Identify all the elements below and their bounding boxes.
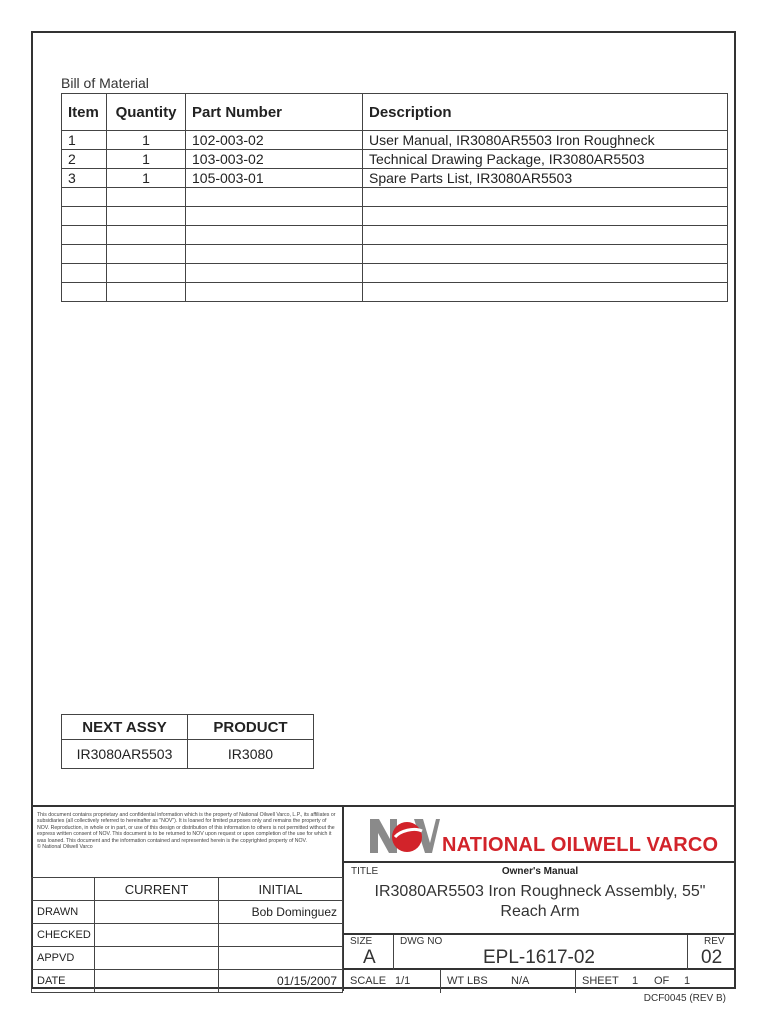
bom-cell-quantity: 1	[107, 131, 186, 150]
company-logo-area	[344, 807, 736, 863]
dwg-no-cell	[394, 935, 688, 970]
bom-cell-quantity	[107, 226, 186, 245]
rev-label: REV	[704, 936, 725, 947]
table-row-empty	[62, 226, 728, 245]
title-area	[344, 863, 736, 935]
bom-cell-description	[363, 207, 728, 226]
bom-cell-part: 105-003-01	[186, 169, 363, 188]
bom-header-item: Item	[62, 94, 107, 131]
checked-current	[95, 924, 219, 947]
signature-row-date	[32, 970, 343, 993]
bom-cell-part: 103-003-02	[186, 150, 363, 169]
rev-cell	[688, 935, 736, 970]
size-label: SIZE	[350, 936, 373, 947]
bom-header-row	[62, 94, 728, 131]
bom-cell-description	[363, 188, 728, 207]
table-row	[62, 169, 728, 188]
checked-label: CHECKED	[32, 924, 95, 947]
bom-cell-quantity	[107, 264, 186, 283]
rev-value: 02	[701, 947, 723, 968]
company-name: NATIONAL OILWELL VARCO	[442, 834, 719, 856]
table-row	[62, 150, 728, 169]
bom-cell-quantity: 1	[107, 150, 186, 169]
scale-cell	[344, 970, 441, 993]
table-row-empty	[62, 188, 728, 207]
sheet-label: SHEET	[582, 975, 619, 987]
bom-cell-quantity: 1	[107, 169, 186, 188]
title-subtitle: Owner's Manual	[501, 866, 579, 877]
bom-cell-item	[62, 245, 107, 264]
size-value: A	[363, 947, 376, 968]
bom-cell-description: Technical Drawing Package, IR3080AR5503	[363, 150, 728, 169]
bom-header-quantity: Quantity	[107, 94, 186, 131]
nov-logo-icon	[370, 819, 440, 853]
current-header: CURRENT	[95, 878, 219, 901]
bom-cell-description: Spare Parts List, IR3080AR5503	[363, 169, 728, 188]
next-assy-header: NEXT ASSY	[62, 715, 188, 740]
bom-cell-item: 1	[62, 131, 107, 150]
product-header: PRODUCT	[188, 715, 314, 740]
bom-cell-part	[186, 188, 363, 207]
sheet-cell	[576, 970, 736, 993]
bom-cell-part	[186, 207, 363, 226]
drawing-title: IR3080AR5503 Iron Roughneck Assembly, 55" Reach Arm	[374, 883, 706, 920]
copyright-notice: © National Oilwell Varco	[37, 844, 93, 851]
date-current	[95, 970, 219, 993]
bom-cell-quantity	[107, 188, 186, 207]
bom-cell-item: 3	[62, 169, 107, 188]
proprietary-notice: This document contains proprietary and confidential information which is the property of National Oilwell Varco, L.P., its affiliates or subsidiaries (all collectively referred to hereinafter as "NOV"). It is loaned for limited purposes only and remains the property of NOV. Reproduction, in whole or in part, or use of this design or distribution of this information to others is not permitted without the express written consent of NOV. This document is to be returned to NOV upon request or upon completion of the use for which it was loaned. This document and the information contained and represented herein is the copyrighted property of NOV. © National Oilwell Varco	[37, 812, 336, 851]
scale-weight-sheet-row	[344, 970, 736, 993]
scale-value: 1/1	[395, 975, 411, 987]
title-block-left	[31, 805, 344, 991]
table-row-empty	[62, 283, 728, 302]
bom-cell-part	[186, 245, 363, 264]
signature-row-appvd	[32, 947, 343, 970]
table-row	[62, 131, 728, 150]
next-assy-table	[61, 714, 314, 769]
table-row-empty	[62, 245, 728, 264]
checked-initial	[219, 924, 343, 947]
form-code: DCF0045 (REV B)	[643, 993, 726, 1004]
table-row-empty	[62, 264, 728, 283]
bom-cell-item	[62, 283, 107, 302]
signature-row-drawn	[32, 901, 343, 924]
weight-label: WT LBS	[447, 975, 488, 987]
bom-cell-description	[363, 264, 728, 283]
bom-cell-quantity	[107, 245, 186, 264]
table-row-empty	[62, 207, 728, 226]
bom-cell-part	[186, 264, 363, 283]
bom-cell-description	[363, 283, 728, 302]
bom-header-part-number: Part Number	[186, 94, 363, 131]
drawn-current	[95, 901, 219, 924]
appvd-initial	[219, 947, 343, 970]
bom-cell-quantity	[107, 207, 186, 226]
bill-of-material-table	[61, 93, 728, 302]
appvd-label: APPVD	[32, 947, 95, 970]
signature-table	[31, 877, 343, 993]
size-dwg-rev-row	[344, 935, 736, 970]
weight-cell	[441, 970, 576, 993]
bom-cell-quantity	[107, 283, 186, 302]
bom-cell-item	[62, 188, 107, 207]
bom-header-description: Description	[363, 94, 728, 131]
bom-cell-item	[62, 226, 107, 245]
bom-cell-item	[62, 264, 107, 283]
bom-cell-description	[363, 245, 728, 264]
of-label: OF	[654, 975, 670, 987]
scale-label: SCALE	[350, 975, 387, 987]
bom-cell-part	[186, 226, 363, 245]
next-assy-value: IR3080AR5503	[62, 740, 188, 769]
size-cell	[344, 935, 394, 970]
drawn-label: DRAWN	[32, 901, 95, 924]
title-label: TITLE	[351, 866, 379, 877]
title-block-right	[344, 805, 736, 991]
drawn-initial: Bob Dominguez	[219, 901, 343, 924]
product-value: IR3080	[188, 740, 314, 769]
bom-cell-part: 102-003-02	[186, 131, 363, 150]
bom-caption: Bill of Material	[61, 75, 149, 91]
bom-cell-item	[62, 207, 107, 226]
sheet-value: 1	[632, 975, 639, 987]
bom-cell-part	[186, 283, 363, 302]
signature-header-row	[32, 878, 343, 901]
signature-row-checked	[32, 924, 343, 947]
bom-cell-item: 2	[62, 150, 107, 169]
dwg-no-label: DWG NO	[400, 936, 443, 947]
bom-cell-description	[363, 226, 728, 245]
date-label: DATE	[32, 970, 95, 993]
bom-cell-description: User Manual, IR3080AR5503 Iron Roughneck	[363, 131, 728, 150]
date-initial: 01/15/2007	[219, 970, 343, 993]
weight-value: N/A	[511, 975, 530, 987]
appvd-current	[95, 947, 219, 970]
dwg-no-value: EPL-1617-02	[483, 947, 595, 968]
initial-header: INITIAL	[219, 878, 343, 901]
of-value: 1	[684, 975, 691, 987]
